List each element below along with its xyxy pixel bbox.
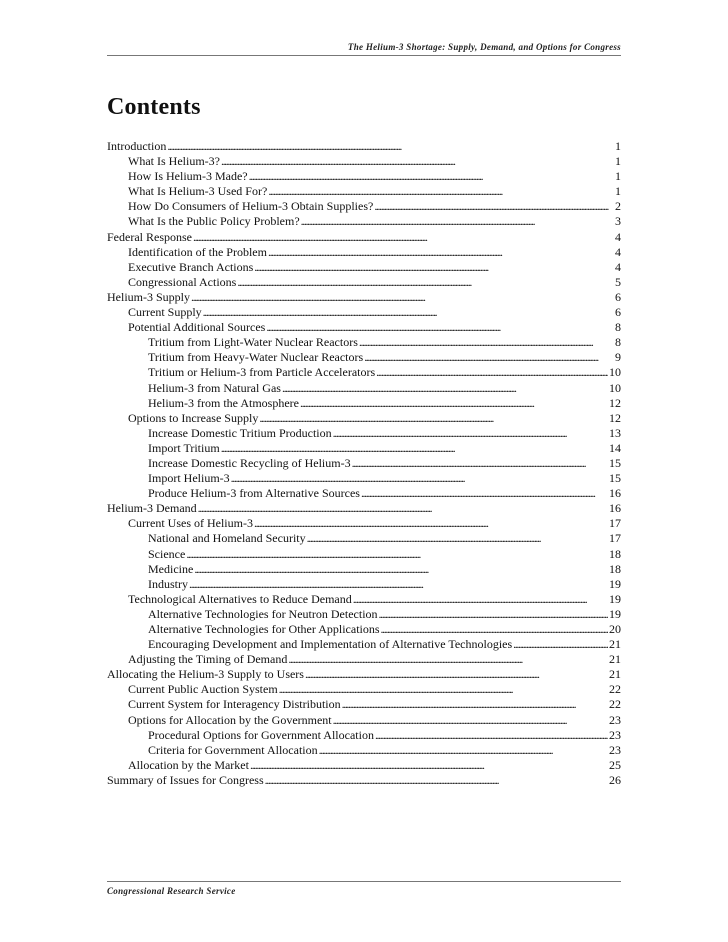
toc-entry-page-number: 8 bbox=[615, 320, 621, 335]
toc-entry-page-number: 25 bbox=[609, 757, 621, 772]
toc-entry-page-number: 23 bbox=[609, 742, 621, 757]
toc-entry-title: Federal Response bbox=[107, 229, 192, 244]
toc-leader-dots bbox=[193, 230, 614, 245]
toc-entry[interactable] bbox=[107, 622, 621, 637]
toc-entry-title: Identification of the Problem bbox=[128, 244, 267, 259]
toc-leader-dots bbox=[268, 184, 614, 199]
toc-entry[interactable] bbox=[107, 713, 621, 728]
toc-entry-page-number: 4 bbox=[615, 229, 621, 244]
toc-leader-dots bbox=[288, 652, 608, 667]
toc-leader-dots bbox=[186, 547, 608, 562]
toc-entry-title: How Is Helium-3 Made? bbox=[128, 169, 248, 184]
toc-entry[interactable] bbox=[107, 426, 621, 441]
toc-leader-dots bbox=[342, 697, 608, 712]
toc-leader-dots bbox=[265, 773, 608, 788]
page-title: Contents bbox=[107, 94, 201, 120]
toc-entry-page-number: 20 bbox=[609, 622, 621, 636]
toc-entry-page-number: 9 bbox=[615, 350, 621, 365]
toc-entry-page-number: 2 bbox=[615, 199, 621, 214]
toc-entry-page-number: 10 bbox=[609, 380, 621, 395]
toc-entry-page-number: 21 bbox=[609, 667, 621, 682]
toc-entry[interactable] bbox=[107, 396, 621, 411]
toc-entry-page-number: 8 bbox=[615, 335, 621, 350]
toc-entry[interactable] bbox=[107, 139, 621, 154]
toc-entry-page-number: 3 bbox=[615, 214, 621, 229]
toc-entry-title: Executive Branch Actions bbox=[128, 259, 254, 274]
toc-entry-title: National and Homeland Security bbox=[148, 531, 306, 546]
toc-entry-page-number: 1 bbox=[615, 169, 621, 184]
toc-entry-title: Summary of Issues for Congress bbox=[107, 772, 264, 787]
toc-leader-dots bbox=[231, 471, 608, 486]
toc-entry-title: Tritium or Helium-3 from Particle Accelerators bbox=[148, 365, 376, 380]
toc-entry-page-number: 1 bbox=[615, 139, 621, 153]
toc-entry-title: Tritium from Light-Water Nuclear Reactors bbox=[148, 335, 358, 350]
toc-entry[interactable] bbox=[107, 697, 621, 712]
toc-leader-dots bbox=[333, 713, 608, 728]
footer-source: Congressional Research Service bbox=[107, 886, 236, 896]
toc-leader-dots bbox=[361, 486, 608, 501]
toc-entry[interactable] bbox=[107, 230, 621, 245]
toc-leader-dots bbox=[352, 456, 608, 471]
toc-entry-page-number: 18 bbox=[609, 561, 621, 576]
toc-entry[interactable] bbox=[107, 441, 621, 456]
toc-leader-dots bbox=[254, 516, 608, 531]
toc-leader-dots bbox=[379, 607, 608, 622]
toc-leader-dots bbox=[191, 290, 614, 305]
toc-entry-page-number: 21 bbox=[609, 637, 621, 652]
toc-entry[interactable] bbox=[107, 199, 621, 214]
toc-entry-title: Helium-3 Demand bbox=[107, 501, 197, 516]
toc-entry[interactable] bbox=[107, 637, 621, 652]
toc-entry-title: How Do Consumers of Helium-3 Obtain Supplies? bbox=[128, 199, 374, 214]
toc-entry-page-number: 22 bbox=[609, 682, 621, 697]
toc-entry[interactable] bbox=[107, 184, 621, 199]
toc-entry-title: Congressional Actions bbox=[128, 274, 237, 289]
toc-entry-page-number: 17 bbox=[609, 516, 621, 531]
toc-leader-dots bbox=[249, 169, 614, 184]
toc-entry-title: Import Helium-3 bbox=[148, 471, 230, 486]
toc-entry-title: What Is Helium-3? bbox=[128, 154, 220, 169]
toc-entry-page-number: 10 bbox=[609, 365, 621, 380]
toc-entry-title: Adjusting the Timing of Demand bbox=[128, 652, 288, 667]
toc-leader-dots bbox=[513, 637, 608, 652]
toc-leader-dots bbox=[374, 199, 614, 214]
toc-entry-page-number: 1 bbox=[615, 154, 621, 169]
toc-entry[interactable] bbox=[107, 531, 621, 546]
toc-entry-title: Options to Increase Supply bbox=[128, 410, 259, 425]
toc-entry-page-number: 17 bbox=[609, 531, 621, 546]
table-of-contents bbox=[107, 139, 621, 788]
toc-entry-page-number: 23 bbox=[609, 727, 621, 742]
toc-entry-title: Increase Domestic Recycling of Helium-3 bbox=[148, 455, 351, 470]
toc-entry-page-number: 21 bbox=[609, 652, 621, 667]
toc-entry[interactable] bbox=[107, 486, 621, 501]
toc-entry[interactable] bbox=[107, 169, 621, 184]
toc-entry[interactable] bbox=[107, 154, 621, 169]
toc-entry[interactable] bbox=[107, 471, 621, 486]
toc-entry[interactable] bbox=[107, 577, 621, 592]
toc-entry[interactable] bbox=[107, 501, 621, 516]
toc-entry-title: Medicine bbox=[148, 561, 194, 576]
toc-entry-page-number: 19 bbox=[609, 591, 621, 606]
toc-entry[interactable] bbox=[107, 365, 621, 380]
toc-entry-page-number: 4 bbox=[615, 259, 621, 274]
toc-entry[interactable] bbox=[107, 547, 621, 562]
toc-entry[interactable] bbox=[107, 260, 621, 275]
toc-leader-dots bbox=[375, 728, 608, 743]
toc-entry[interactable] bbox=[107, 290, 621, 305]
toc-entry-title: What Is Helium-3 Used For? bbox=[128, 184, 268, 199]
toc-entry-title: Alternative Technologies for Neutron Detection bbox=[148, 606, 378, 621]
toc-entry-title: Import Tritium bbox=[148, 440, 220, 455]
toc-leader-dots bbox=[254, 260, 614, 275]
toc-entry-title: Potential Additional Sources bbox=[128, 320, 266, 335]
running-header: The Helium-3 Shortage: Supply, Demand, and Options for Congress bbox=[347, 42, 621, 52]
toc-leader-dots bbox=[250, 758, 608, 773]
toc-leader-dots bbox=[305, 667, 608, 682]
toc-leader-dots bbox=[198, 501, 608, 516]
toc-entry[interactable] bbox=[107, 350, 621, 365]
toc-entry-page-number: 6 bbox=[615, 305, 621, 320]
toc-entry[interactable] bbox=[107, 758, 621, 773]
toc-entry-title: Helium-3 from the Atmosphere bbox=[148, 395, 299, 410]
toc-entry-page-number: 6 bbox=[615, 289, 621, 304]
toc-entry-title: Encouraging Development and Implementation of Alternative Technologies bbox=[148, 637, 513, 652]
footer-rule bbox=[107, 881, 621, 882]
toc-entry[interactable] bbox=[107, 456, 621, 471]
toc-entry-title: Current Public Auction System bbox=[128, 682, 278, 697]
toc-entry[interactable] bbox=[107, 381, 621, 396]
toc-entry-page-number: 12 bbox=[609, 395, 621, 410]
toc-entry-title: Introduction bbox=[107, 139, 167, 153]
toc-entry-page-number: 22 bbox=[609, 697, 621, 712]
toc-leader-dots bbox=[194, 562, 608, 577]
toc-entry-title: Allocation by the Market bbox=[128, 757, 249, 772]
toc-leader-dots bbox=[268, 245, 614, 260]
toc-entry-page-number: 15 bbox=[609, 471, 621, 486]
toc-leader-dots bbox=[319, 743, 608, 758]
toc-entry-page-number: 1 bbox=[615, 184, 621, 199]
toc-leader-dots bbox=[189, 577, 608, 592]
toc-entry[interactable] bbox=[107, 562, 621, 577]
toc-entry-title: Current Uses of Helium-3 bbox=[128, 516, 253, 531]
header-rule bbox=[107, 55, 621, 56]
toc-leader-dots bbox=[359, 335, 614, 350]
toc-entry[interactable] bbox=[107, 592, 621, 607]
toc-entry-page-number: 13 bbox=[609, 425, 621, 440]
toc-entry[interactable] bbox=[107, 516, 621, 531]
toc-entry-title: Tritium from Heavy-Water Nuclear Reactors bbox=[148, 350, 364, 365]
toc-entry-title: What Is the Public Policy Problem? bbox=[128, 214, 300, 229]
toc-entry[interactable] bbox=[107, 743, 621, 758]
toc-entry-page-number: 19 bbox=[609, 606, 621, 621]
toc-entry-page-number: 4 bbox=[615, 244, 621, 259]
toc-entry-title: Alternative Technologies for Other Applications bbox=[148, 622, 380, 636]
toc-entry-title: Options for Allocation by the Government bbox=[128, 712, 332, 727]
toc-entry-page-number: 19 bbox=[609, 576, 621, 591]
toc-entry-title: Current Supply bbox=[128, 305, 202, 320]
toc-entry[interactable] bbox=[107, 773, 621, 788]
toc-entry[interactable] bbox=[107, 245, 621, 260]
toc-entry[interactable] bbox=[107, 320, 621, 335]
toc-entry-page-number: 5 bbox=[615, 274, 621, 289]
toc-leader-dots bbox=[237, 275, 614, 290]
toc-entry[interactable] bbox=[107, 335, 621, 350]
toc-entry-title: Procedural Options for Government Allocation bbox=[148, 727, 374, 742]
toc-entry-title: Helium-3 Supply bbox=[107, 289, 190, 304]
toc-leader-dots bbox=[167, 139, 614, 154]
toc-entry-page-number: 16 bbox=[609, 501, 621, 516]
toc-entry[interactable] bbox=[107, 728, 621, 743]
toc-leader-dots bbox=[221, 154, 614, 169]
toc-entry-page-number: 14 bbox=[609, 440, 621, 455]
toc-entry[interactable] bbox=[107, 411, 621, 426]
toc-leader-dots bbox=[300, 396, 608, 411]
toc-entry-page-number: 15 bbox=[609, 455, 621, 470]
toc-leader-dots bbox=[266, 320, 614, 335]
toc-leader-dots bbox=[203, 305, 614, 320]
toc-leader-dots bbox=[221, 441, 608, 456]
toc-leader-dots bbox=[376, 365, 608, 380]
toc-entry-title: Helium-3 from Natural Gas bbox=[148, 380, 281, 395]
toc-leader-dots bbox=[282, 381, 608, 396]
toc-entry[interactable] bbox=[107, 214, 621, 229]
toc-entry-page-number: 18 bbox=[609, 546, 621, 561]
toc-entry-title: Current System for Interagency Distribution bbox=[128, 697, 341, 712]
toc-leader-dots bbox=[307, 531, 608, 546]
toc-entry-title: Criteria for Government Allocation bbox=[148, 742, 318, 757]
toc-leader-dots bbox=[333, 426, 608, 441]
toc-entry-page-number: 12 bbox=[609, 410, 621, 425]
toc-leader-dots bbox=[301, 214, 614, 229]
toc-leader-dots bbox=[364, 350, 614, 365]
toc-entry-title: Technological Alternatives to Reduce Demand bbox=[128, 591, 352, 606]
toc-entry[interactable] bbox=[107, 652, 621, 667]
toc-entry-title: Increase Domestic Tritium Production bbox=[148, 425, 332, 440]
toc-leader-dots bbox=[353, 592, 608, 607]
toc-leader-dots bbox=[259, 411, 608, 426]
toc-entry[interactable] bbox=[107, 275, 621, 290]
toc-leader-dots bbox=[279, 682, 608, 697]
toc-entry-page-number: 23 bbox=[609, 712, 621, 727]
toc-entry-page-number: 16 bbox=[609, 486, 621, 501]
toc-entry[interactable] bbox=[107, 607, 621, 622]
toc-entry-title: Science bbox=[148, 546, 186, 561]
toc-entry-page-number: 26 bbox=[609, 772, 621, 787]
toc-entry[interactable] bbox=[107, 305, 621, 320]
toc-entry[interactable] bbox=[107, 682, 621, 697]
toc-leader-dots bbox=[381, 622, 608, 637]
toc-entry-title: Produce Helium-3 from Alternative Sources bbox=[148, 486, 360, 501]
toc-entry[interactable] bbox=[107, 667, 621, 682]
toc-entry-title: Allocating the Helium-3 Supply to Users bbox=[107, 667, 304, 682]
toc-entry-title: Industry bbox=[148, 576, 188, 591]
